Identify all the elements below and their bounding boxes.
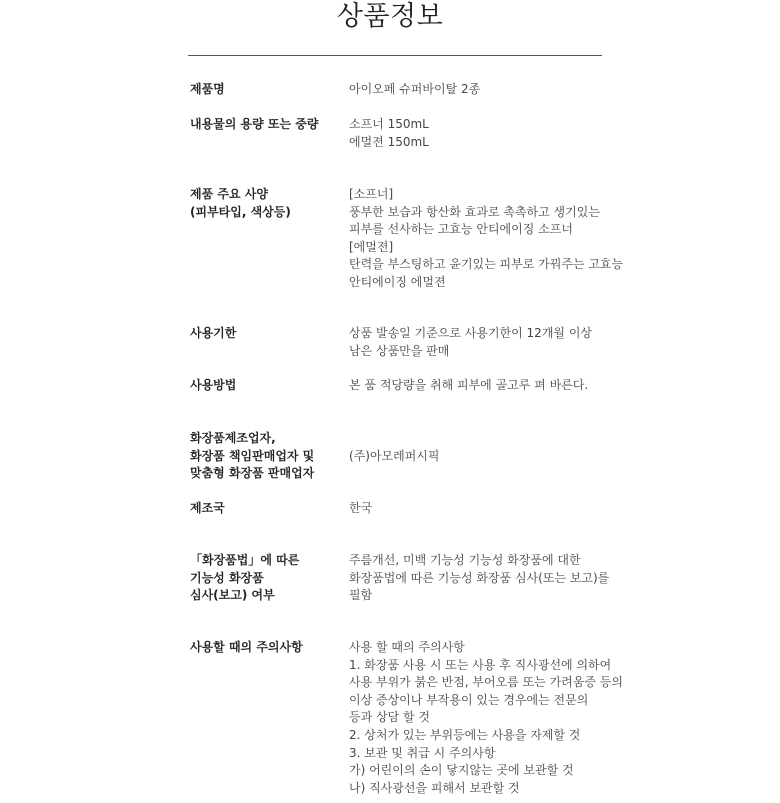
label-line: 제품명 [190,82,225,96]
label-line: 사용방법 [190,378,237,392]
value-line: 나) 직사광선을 피해서 보관할 것 [349,780,520,795]
value-line: 풍부한 보습과 항산화 효과로 촉촉하고 생기있는 [349,204,600,219]
value-line: 이상 증상이나 부작용이 있는 경우에는 전문의 [349,692,589,707]
label-line: 사용기한 [190,326,237,340]
row-value [349,448,619,466]
label-line: 제조국 [190,501,225,515]
label-line: 「화장품법」에 따른 [190,553,300,567]
value-line: 탄력을 부스팅하고 윤기있는 피부로 가꿔주는 고효능 [349,257,624,272]
label-line: 맞춤형 화장품 판매업자 [190,466,315,481]
row-label [190,325,340,343]
value-line: 남은 상품만을 판매 [349,343,450,358]
row-value [349,186,624,292]
title-divider [188,55,602,56]
value-line: 화장품법에 따른 기능성 화장품 심사(또는 보고)를 [349,570,610,585]
row-label [190,639,340,657]
value-line: [소프너] [349,187,394,201]
label-line: 화장품 책임판매업자 및 [190,448,315,463]
label-line: 내용물의 용량 또는 중량 [190,117,319,131]
row-value [349,116,619,151]
value-line: [에멀젼] [349,239,394,254]
value-line: 가) 어린이의 손이 닿지않는 곳에 보관할 것 [349,763,574,778]
label-line: (피부타입, 색상등) [190,204,291,219]
value-line: 아이오페 슈퍼바이탈 2종 [349,82,481,96]
row-label [190,116,340,134]
row-label [190,552,340,605]
value-line: 본 품 적당량을 취해 피부에 골고루 펴 바른다. [349,378,589,392]
value-line: 상품 발송일 기준으로 사용기한이 12개월 이상 [349,326,592,340]
label-line: 심사(보고) 여부 [190,588,275,603]
value-line: 3. 보관 및 취급 시 주의사항 [349,745,496,760]
row-label [190,186,340,221]
row-label [190,430,340,483]
row-label [190,500,340,518]
value-line: 필함 [349,588,373,603]
value-line: 사용 할 때의 주의사항 [349,640,465,654]
value-line: 사용 부위가 붉은 반점, 부어오름 또는 가려움증 등의 [349,675,623,690]
row-value [349,325,619,360]
row-value [349,377,619,395]
row-value [349,500,619,518]
value-line: 에멀젼 150mL [349,134,429,149]
row-value [349,552,619,605]
value-line: 1. 화장품 사용 시 또는 사용 후 직사광선에 의하여 [349,657,612,672]
value-line: 등과 상담 할 것 [349,710,430,725]
value-line: 2. 상처가 있는 부위등에는 사용을 자제할 것 [349,727,581,742]
value-line: 피부를 선사하는 고효능 안티에이징 소프너 [349,222,573,237]
label-line: 기능성 화장품 [190,570,264,585]
label-line: 화장품제조업자, [190,431,276,445]
value-line: 한국 [349,501,373,515]
value-line: 안티에이징 에멀젼 [349,274,446,289]
label-line: 사용할 때의 주의사항 [190,640,303,654]
value-line: 주름개선, 미백 기능성 기능성 화장품에 대한 [349,553,581,567]
value-line: (주)아모레퍼시픽 [349,448,440,463]
row-label [190,81,340,99]
row-label [190,377,340,395]
label-line: 제품 주요 사양 [190,187,268,201]
value-line: 소프너 150mL [349,117,429,131]
page-title: 상품정보 [336,1,444,32]
row-value [349,639,623,797]
row-value [349,81,619,99]
